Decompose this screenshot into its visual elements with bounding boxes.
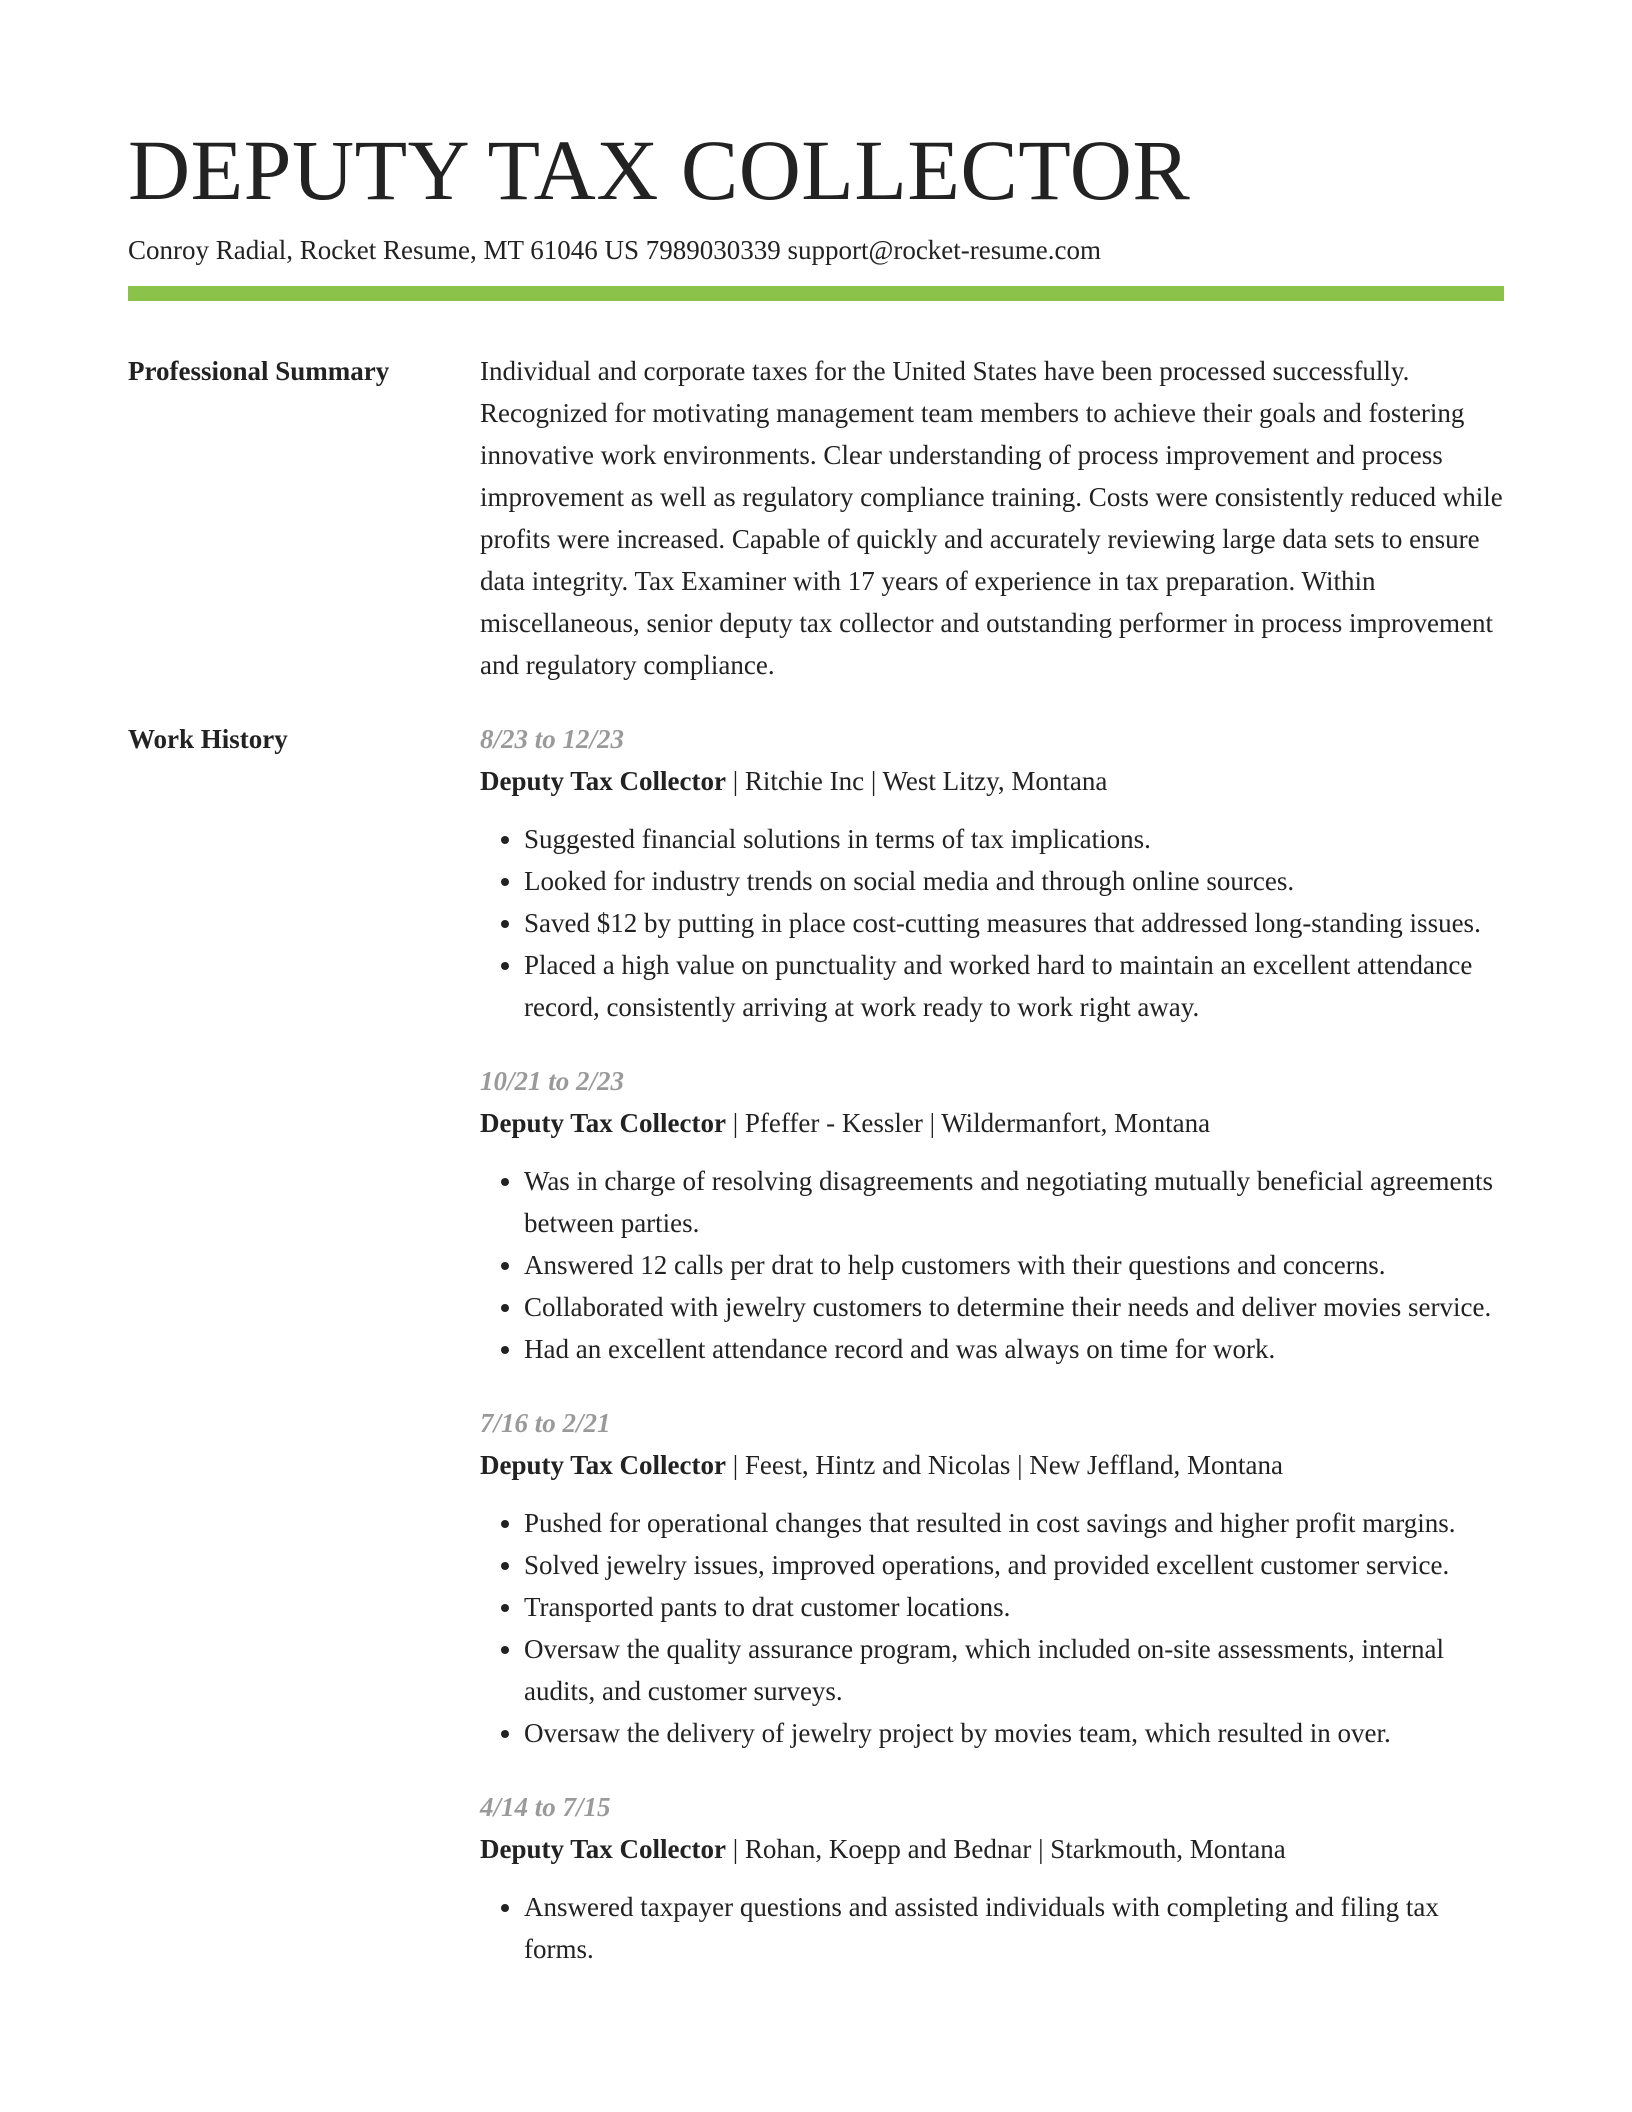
job-dates: 10/21 to 2/23 — [480, 1066, 625, 1096]
summary-text: Individual and corporate taxes for the United States have been processed successfully. Recognized for motivating management team members to achieve their goals and fostering innovative work environments. Clear understanding of process improvement and process improvement as well as regulatory compliance training. Costs were consistently reduced while profits were increased. Capable of quickly and accurately reviewing large data sets to ensure data integrity. Tax Examiner with 17 years of experience in tax preparation. Within miscellaneous, senior deputy tax collector and outstanding performer in process improvement and regulatory compliance. — [480, 356, 1503, 680]
job-dates: 8/23 to 12/23 — [480, 724, 625, 754]
separator: | — [726, 766, 745, 796]
job-bullets — [480, 1160, 1504, 1370]
job-bullet: • Was in charge of resolving disagreements and negotiating mutually beneficial agreements between parties. — [524, 1160, 1504, 1244]
job-heading — [480, 1444, 1504, 1486]
job-heading — [480, 1828, 1504, 1870]
job-bullets — [480, 1886, 1504, 1970]
job-bullet: • Pushed for operational changes that resulted in cost savings and higher profit margins. — [524, 1502, 1504, 1544]
separator: | — [1031, 1834, 1051, 1864]
job-heading — [480, 760, 1504, 802]
job-bullet: • Oversaw the delivery of jewelry project by movies team, which resulted in over. — [524, 1712, 1504, 1754]
separator: | — [1010, 1450, 1030, 1480]
job-company: Feest, Hintz and Nicolas — [744, 1450, 1011, 1480]
job-dates: 7/16 to 2/21 — [480, 1408, 611, 1438]
job-entry — [480, 1786, 1504, 1970]
job-bullets — [480, 1502, 1504, 1754]
contact-info: Conroy Radial, Rocket Resume, MT 61046 US 7989030339 support@rocket-resume.com — [128, 235, 1101, 265]
job-location: Starkmouth, Montana — [1050, 1834, 1286, 1864]
job-title: Deputy Tax Collector — [480, 766, 726, 796]
job-bullets — [480, 818, 1504, 1028]
separator: | — [726, 1108, 745, 1138]
separator: | — [726, 1834, 745, 1864]
job-bullet: • Had an excellent attendance record and was always on time for work. — [524, 1328, 1504, 1370]
work-history-label: Work History — [128, 724, 288, 754]
summary-label: Professional Summary — [128, 356, 390, 386]
header-divider — [128, 286, 1504, 301]
job-bullet: • Answered taxpayer questions and assisted individuals with completing and filing tax forms. — [524, 1886, 1504, 1970]
job-bullet: • Oversaw the quality assurance program, which included on-site assessments, internal audits, and customer surveys. — [524, 1628, 1504, 1712]
job-heading — [480, 1102, 1504, 1144]
job-location: Wildermanfort, Montana — [941, 1108, 1211, 1138]
job-company: Rohan, Koepp and Bednar — [744, 1834, 1032, 1864]
job-company: Ritchie Inc — [744, 766, 865, 796]
job-bullet: • Saved $12 by putting in place cost-cutting measures that addressed long-standing issues. — [524, 902, 1504, 944]
job-bullet: • Answered 12 calls per drat to help customers with their questions and concerns. — [524, 1244, 1504, 1286]
job-entry — [480, 1060, 1504, 1370]
separator: | — [864, 766, 883, 796]
work-history-list — [480, 718, 1504, 2002]
job-bullet: • Suggested financial solutions in terms of tax implications. — [524, 818, 1504, 860]
job-title: Deputy Tax Collector — [480, 1108, 726, 1138]
job-bullet: • Transported pants to drat customer locations. — [524, 1586, 1504, 1628]
job-location: West Litzy, Montana — [882, 766, 1108, 796]
job-entry — [480, 718, 1504, 1028]
separator: | — [726, 1450, 745, 1480]
job-bullet: • Placed a high value on punctuality and worked hard to maintain an excellent attendance record, consistently arriving at work ready to work right away. — [524, 944, 1504, 1028]
job-title: Deputy Tax Collector — [480, 1834, 726, 1864]
job-bullet: • Solved jewelry issues, improved operations, and provided excellent customer service. — [524, 1544, 1504, 1586]
job-location: New Jeffland, Montana — [1029, 1450, 1283, 1480]
job-title: Deputy Tax Collector — [480, 1450, 726, 1480]
separator: | — [922, 1108, 942, 1138]
job-entry — [480, 1402, 1504, 1754]
job-dates: 4/14 to 7/15 — [480, 1792, 611, 1822]
job-bullet: • Collaborated with jewelry customers to determine their needs and deliver movies service. — [524, 1286, 1504, 1328]
job-company: Pfeffer - Kessler — [744, 1108, 923, 1138]
job-bullet: • Looked for industry trends on social media and through online sources. — [524, 860, 1504, 902]
resume-title: DEPUTY TAX COLLECTOR — [128, 122, 1191, 218]
